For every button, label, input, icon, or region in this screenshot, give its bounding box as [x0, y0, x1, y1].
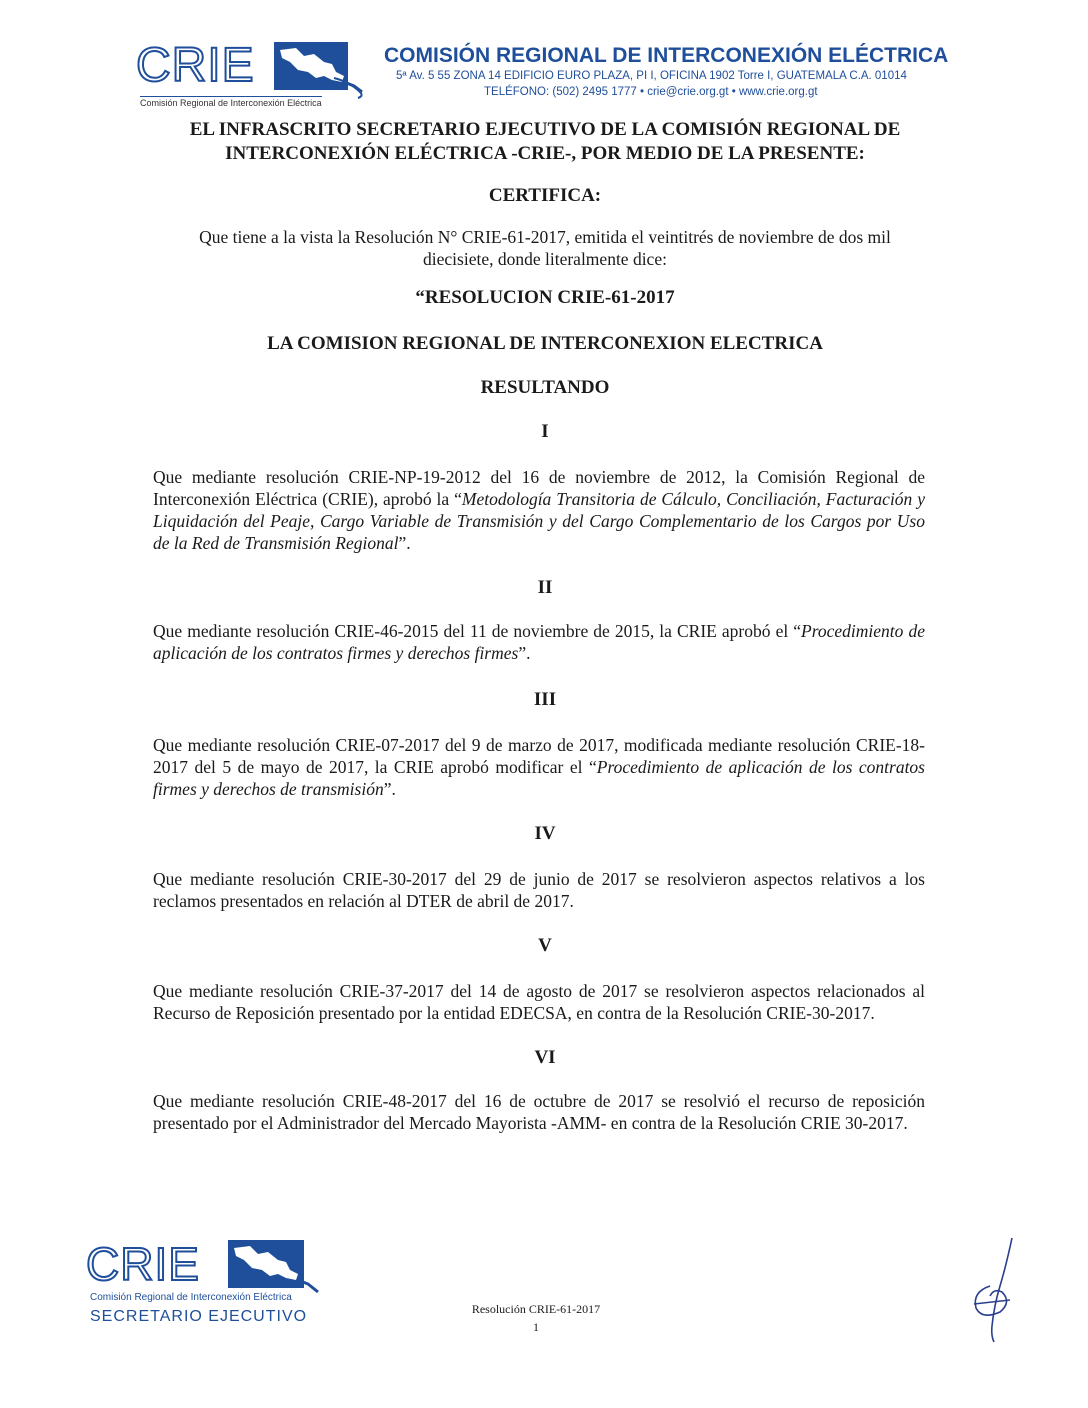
resultando-heading: RESULTANDO — [480, 377, 610, 398]
central-america-map-icon — [228, 1240, 324, 1296]
paragraph-text: Que mediante resolución CRIE-NP-19-2012 del 16 de noviembre de 2012, la Comisión Regional de Interconexión Eléctrica (CRIE), aprobó la “ — [153, 467, 925, 509]
page-number: 1 — [533, 1320, 539, 1334]
section-paragraph — [153, 1090, 925, 1134]
certifica-heading: CERTIFICA: — [488, 185, 602, 206]
resolution-title: “RESOLUCION CRIE-61-2017 — [415, 287, 675, 308]
stamp-logo-text: CRIE — [86, 1238, 200, 1290]
section-numeral: III — [533, 689, 557, 710]
footer-reference — [460, 1300, 612, 1336]
central-america-map-icon — [274, 42, 370, 100]
paragraph-text: Que mediante resolución CRIE-37-2017 del 14 de agosto de 2017 se resolvieron aspectos relacionados al Recurso de Reposición presentado por la entidad EDECSA, en contra de la Resolución CRIE-30-2017. — [153, 981, 925, 1023]
section-numeral: IV — [534, 823, 556, 844]
section-numeral: I — [541, 421, 549, 442]
title-line-1: EL INFRASCRITO SECRETARIO EJECUTIVO DE LA COMISIÓN REGIONAL DE — [189, 119, 901, 140]
section-paragraph — [153, 466, 925, 554]
paragraph-text: Que mediante resolución CRIE-46-2015 del 11 de noviembre de 2015, la CRIE aprobó el “ — [153, 621, 802, 641]
paragraph-text: Que mediante resolución CRIE-48-2017 del 16 de octubre de 2017 se resolvió el recurso de reposición presentado por el Administrador del Mercado Mayorista -AMM- en contra de la Resolución CRIE 30-2017. — [153, 1091, 925, 1133]
paragraph-text: Que mediante resolución CRIE-07-2017 del 9 de marzo de 2017, modificada mediante resolución CRIE-18-2017 del 5 de mayo de 2017, la CRIE aprobó modificar el “ — [153, 735, 925, 777]
org-contact: TELÉFONO: (502) 2495 1777 • crie@crie.org.gt • www.crie.org.gt — [484, 86, 818, 98]
secretary-stamp — [86, 1240, 336, 1340]
stamp-role: SECRETARIO EJECUTIVO — [90, 1308, 308, 1325]
section-paragraph — [153, 734, 925, 800]
stamp-caption: Comisión Regional de Interconexión Eléctrica — [90, 1292, 292, 1303]
intro-line-1: Que tiene a la vista la Resolución N° CRIE-61-2017, emitida el veintitrés de noviembre de dos mil — [199, 227, 891, 247]
paragraph-text: Que mediante resolución CRIE-30-2017 del 29 de junio de 2017 se resolvieron aspectos relativos a los reclamos presentados en relación al DTER de abril de 2017. — [153, 869, 925, 911]
paragraph-italic: Metodología Transitoria de Cálculo, Conciliación, Facturación y Liquidación del Peaje, Cargo Variable de Transmisión y del Cargo Complementario de los Cargos por Uso de la Red de Transmisión Regional — [153, 489, 926, 553]
crie-logo — [136, 40, 372, 112]
org-name: COMISIÓN REGIONAL DE INTERCONEXIÓN ELÉCTRICA — [384, 44, 949, 67]
section-paragraph — [153, 620, 925, 664]
section-numeral: VI — [534, 1047, 556, 1068]
paragraph-text-end: ”. — [398, 533, 411, 553]
handwritten-signature — [966, 1236, 1026, 1346]
paragraph-italic: Procedimiento de aplicación de los contratos firmes y derechos firmes — [153, 621, 925, 663]
paragraph-text-end: ”. — [518, 643, 531, 663]
section-numeral: V — [538, 935, 552, 956]
title-line-2: INTERCONEXIÓN ELÉCTRICA -CRIE-, POR MEDIO DE LA PRESENTE: — [225, 143, 865, 164]
section-paragraph — [153, 868, 925, 912]
org-address: 5ª Av. 5 55 ZONA 14 EDIFICIO EURO PLAZA, PI I, OFICINA 1902 Torre I, GUATEMALA C.A. 01014 — [396, 70, 907, 82]
section-numeral: II — [537, 577, 553, 598]
intro-line-2: diecisiete, donde literalmente dice: — [423, 249, 667, 269]
paragraph-text-end: ”. — [383, 779, 396, 799]
section-paragraph — [153, 980, 925, 1024]
commission-title: LA COMISION REGIONAL DE INTERCONEXION ELECTRICA — [267, 333, 823, 354]
logo-text: CRIE — [136, 39, 255, 92]
logo-caption: Comisión Regional de Interconexión Eléctrica — [140, 98, 322, 108]
paragraph-italic: Procedimiento de aplicación de los contratos firmes y derechos de transmisión — [153, 757, 925, 799]
resolution-reference: Resolución CRIE-61-2017 — [471, 1302, 601, 1316]
